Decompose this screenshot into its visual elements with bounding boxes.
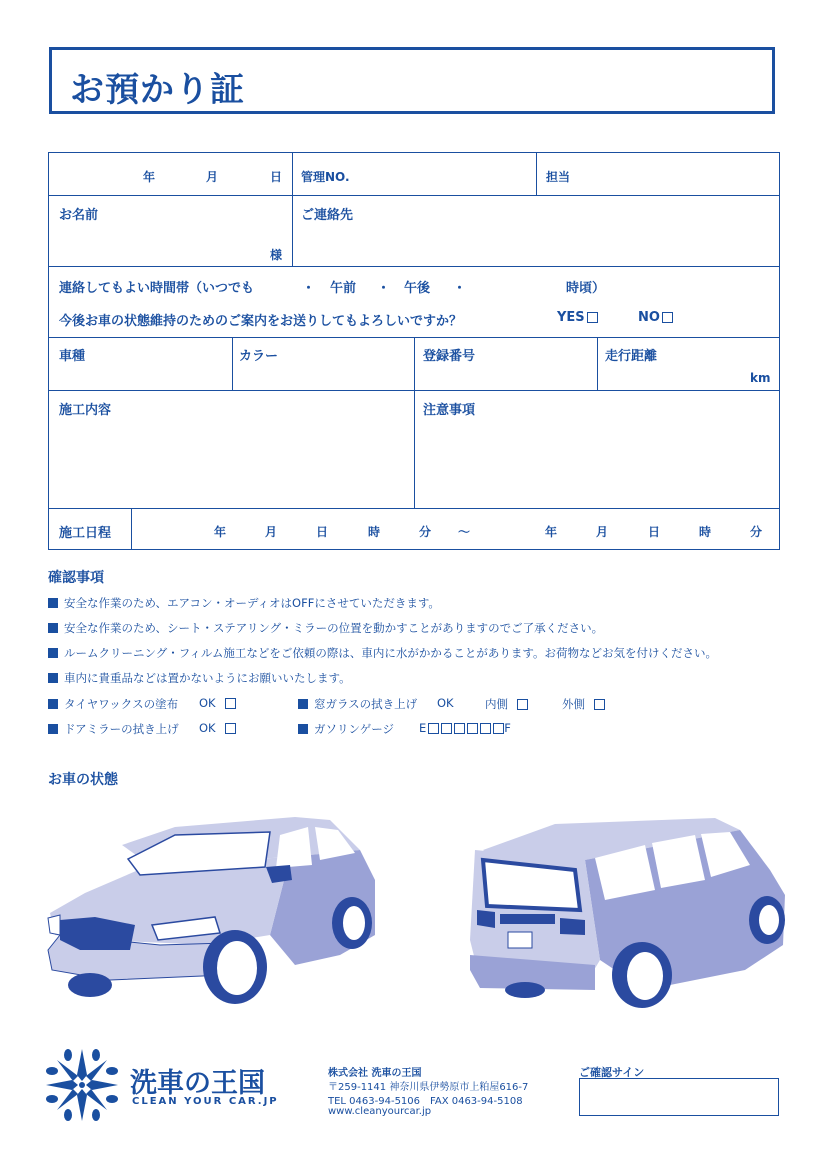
sedan-diagram[interactable]: [40, 805, 380, 1005]
name-label: お名前: [59, 208, 99, 223]
date-day: 日: [270, 170, 283, 184]
clean-your-car-logo-icon: [44, 1047, 120, 1123]
yes-option[interactable]: YES: [557, 310, 598, 325]
sched-end-hour: 時: [699, 525, 712, 539]
confirm-title: 確認事項: [48, 570, 104, 586]
contact-time-am: 午前: [330, 281, 357, 296]
sched-start-minute: 分: [419, 525, 432, 539]
minivan-diagram[interactable]: [465, 810, 795, 1010]
car-model-label: 車種: [59, 349, 86, 364]
gasoline-gauge[interactable]: E F: [419, 721, 511, 735]
window-item: 窓ガラスの拭き上げ: [298, 696, 417, 712]
service-content-label: 施工内容: [59, 403, 112, 418]
contact-time-dot-3: ・: [453, 281, 467, 296]
tire-wax-checkbox[interactable]: [225, 698, 236, 709]
gauge-box-5[interactable]: [480, 723, 491, 734]
company-address: 〒259-1141 神奈川県伊勢原市上粕屋616-7: [328, 1082, 529, 1093]
sched-end-month: 月: [596, 525, 609, 539]
contact-time-label: 連絡してもよい時間帯（いつでも: [59, 281, 255, 296]
window-outside-checkbox[interactable]: [594, 699, 605, 710]
window-ok: OK: [437, 696, 454, 710]
contact-time-dot-2: ・: [377, 281, 391, 296]
mileage-label: 走行距離: [605, 349, 658, 364]
staff-label: 担当: [546, 170, 571, 184]
gauge-box-2[interactable]: [441, 723, 452, 734]
sched-start-day: 日: [316, 525, 329, 539]
confirm-item-3: ルームクリーニング・フィルム施工などをご依頼の際は、車内に水がかかることがあります。お荷物などお気を付けください。: [48, 645, 717, 661]
confirm-item-2: 安全な作業のため、シート・ステアリング・ミラーの位置を動かすことがありますのでご了承ください。: [48, 620, 603, 636]
page-title: お預かり証: [70, 70, 245, 110]
contact-time-hour: 時頃）: [566, 281, 606, 296]
notes-label: 注意事項: [423, 403, 476, 418]
door-mirror-checkbox[interactable]: [225, 723, 236, 734]
sched-end-minute: 分: [750, 525, 763, 539]
contact-time-pm: 午後: [404, 281, 431, 296]
car-condition-title: お車の状態: [48, 772, 118, 788]
sched-end-day: 日: [648, 525, 661, 539]
signature-label: ご確認サイン: [579, 1066, 645, 1079]
contact-label: ご連絡先: [301, 208, 354, 223]
gauge-box-3[interactable]: [454, 723, 465, 734]
signature-box[interactable]: [579, 1078, 779, 1116]
window-inside[interactable]: 内側: [485, 696, 528, 712]
color-label: カラー: [239, 349, 279, 364]
sched-start-hour: 時: [368, 525, 381, 539]
no-checkbox[interactable]: [662, 312, 673, 323]
tire-wax-ok[interactable]: OK: [199, 696, 236, 710]
confirm-item-4: 車内に貴重品などは置かないようにお願いいたします。: [48, 670, 351, 686]
schedule-label: 施工日程: [59, 526, 112, 541]
registration-no-label: 登録番号: [423, 349, 476, 364]
sched-start-month: 月: [265, 525, 278, 539]
logo-main-text: 洗車の王国: [130, 1068, 265, 1099]
sched-start-year: 年: [214, 525, 227, 539]
window-outside[interactable]: 外側: [562, 696, 605, 712]
yes-checkbox[interactable]: [587, 312, 598, 323]
guidance-question: 今後お車の状態維持のためのご案内をお送りしてもよろしいですか？: [59, 314, 463, 329]
receipt-form: [48, 152, 780, 550]
sched-end-year: 年: [545, 525, 558, 539]
gauge-box-6[interactable]: [493, 723, 504, 734]
date-year: 年: [143, 170, 156, 184]
name-suffix: 様: [270, 248, 283, 262]
date-month: 月: [206, 170, 219, 184]
management-no-label: 管理NO.: [301, 170, 350, 184]
sched-tilde: 〜: [458, 525, 471, 539]
door-mirror-item: ドアミラーの拭き上げ: [48, 721, 179, 737]
company-tel-fax: TEL 0463-94-5106 FAX 0463-94-5108: [328, 1096, 523, 1107]
gasoline-item: ガソリンゲージ: [298, 721, 394, 737]
tire-wax-item: タイヤワックスの塗布: [48, 696, 178, 712]
no-option[interactable]: NO: [638, 310, 673, 325]
company-url[interactable]: www.cleanyourcar.jp: [328, 1106, 432, 1117]
gauge-box-4[interactable]: [467, 723, 478, 734]
logo-sub-text: CLEAN YOUR CAR.JP: [132, 1096, 279, 1107]
door-mirror-ok[interactable]: OK: [199, 721, 236, 735]
company-name: 株式会社 洗車の王国: [328, 1068, 422, 1079]
window-inside-checkbox[interactable]: [517, 699, 528, 710]
contact-time-dot-1: ・: [302, 281, 316, 296]
gauge-box-1[interactable]: [428, 723, 439, 734]
km-unit: km: [750, 371, 771, 385]
confirm-item-1: 安全な作業のため、エアコン・オーディオはOFFにさせていただきます。: [48, 595, 440, 611]
